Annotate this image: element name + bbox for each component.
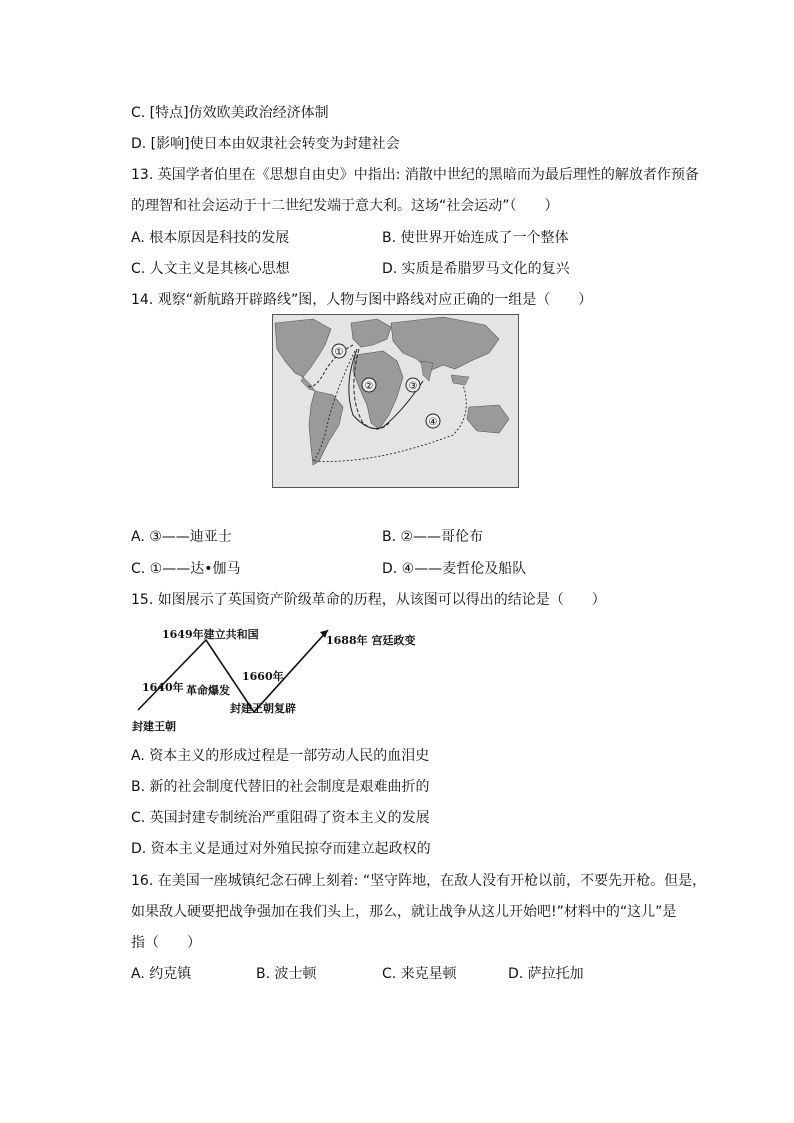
q16-stem-line1: 16. 在美国一座城镇纪念石碑上刻着: “坚守阵地，在敌人没有开枪以前，不要先开枪。但是，: [131, 873, 707, 889]
world-map-figure: [273, 315, 518, 487]
q16-option-d: D. 萨拉托加: [508, 966, 584, 982]
q14-option-a: A. ③——迪亚士: [131, 529, 232, 545]
timeline-feudal-dynasty: 封建王朝: [132, 720, 176, 733]
q13-option-a: A. 根本原因是科技的发展: [131, 230, 290, 246]
q14-option-c: C. ①——达•伽马: [131, 561, 241, 577]
revolution-timeline-figure: [130, 622, 450, 738]
q16-stem-line2: 如果敌人硬要把战争强加在我们头上，那么，就让战争从这儿开始吧!”材料中的“这儿”是: [131, 904, 677, 920]
q13-stem-line1: 13. 英国学者伯里在《思想自由史》中指出: 消散中世纪的黑暗而为最后理性的解放者作预备: [131, 167, 699, 183]
q13-option-c: C. 人文主义是其核心思想: [131, 261, 290, 277]
timeline-restoration: 封建王朝复辟: [230, 702, 296, 715]
q15-option-c: C. 英国封建专制统治严重阻碍了资本主义的发展: [131, 810, 430, 826]
q14-option-b: B. ②——哥伦布: [382, 529, 484, 545]
q16-option-c: C. 来克星顿: [382, 966, 457, 982]
new-sea-routes-map: [272, 314, 519, 488]
q13-stem-line2: 的理智和社会运动于十二世纪发端于意大利。这场“社会运动”（ ）: [131, 198, 559, 214]
q16-stem-line3: 指（ ）: [131, 935, 201, 951]
q16-option-b: B. 波士顿: [256, 966, 317, 982]
route-marker-4-label: ④: [428, 417, 438, 428]
q15-option-d: D. 资本主义是通过对外殖民掠夺而建立起政权的: [131, 841, 431, 857]
timeline-1660: 1660年: [242, 670, 284, 683]
timeline-1640: 1640年: [142, 681, 184, 694]
timeline-1688: 1688年 宫廷政变: [326, 634, 416, 647]
q13-option-b: B. 使世界开始连成了一个整体: [382, 230, 569, 246]
q14-option-d: D. ④——麦哲伦及船队: [382, 561, 527, 577]
timeline-revolution-outbreak: 革命爆发: [186, 684, 230, 697]
prev-option-c: C. [特点]仿效欧美政治经济体制: [131, 105, 329, 121]
route-marker-3-label: ③: [408, 381, 418, 392]
q13-option-d: D. 实质是希腊罗马文化的复兴: [382, 261, 570, 277]
q16-option-a: A. 约克镇: [131, 966, 192, 982]
q15-option-a: A. 资本主义的形成过程是一部劳动人民的血泪史: [131, 748, 430, 764]
timeline-1649: 1649年建立共和国: [162, 628, 259, 641]
q14-stem-line1: 14. 观察“新航路开辟路线”图，人物与图中路线对应正确的一组是（ ）: [131, 292, 593, 308]
prev-option-d: D. [影响]使日本由奴隶社会转变为封建社会: [131, 136, 400, 152]
route-marker-1-label: ①: [334, 347, 344, 358]
q15-stem-line1: 15. 如图展示了英国资产阶级革命的历程，从该图可以得出的结论是（ ）: [131, 592, 606, 608]
q15-option-b: B. 新的社会制度代替旧的社会制度是艰难曲折的: [131, 779, 430, 795]
route-marker-2-label: ②: [364, 381, 374, 392]
